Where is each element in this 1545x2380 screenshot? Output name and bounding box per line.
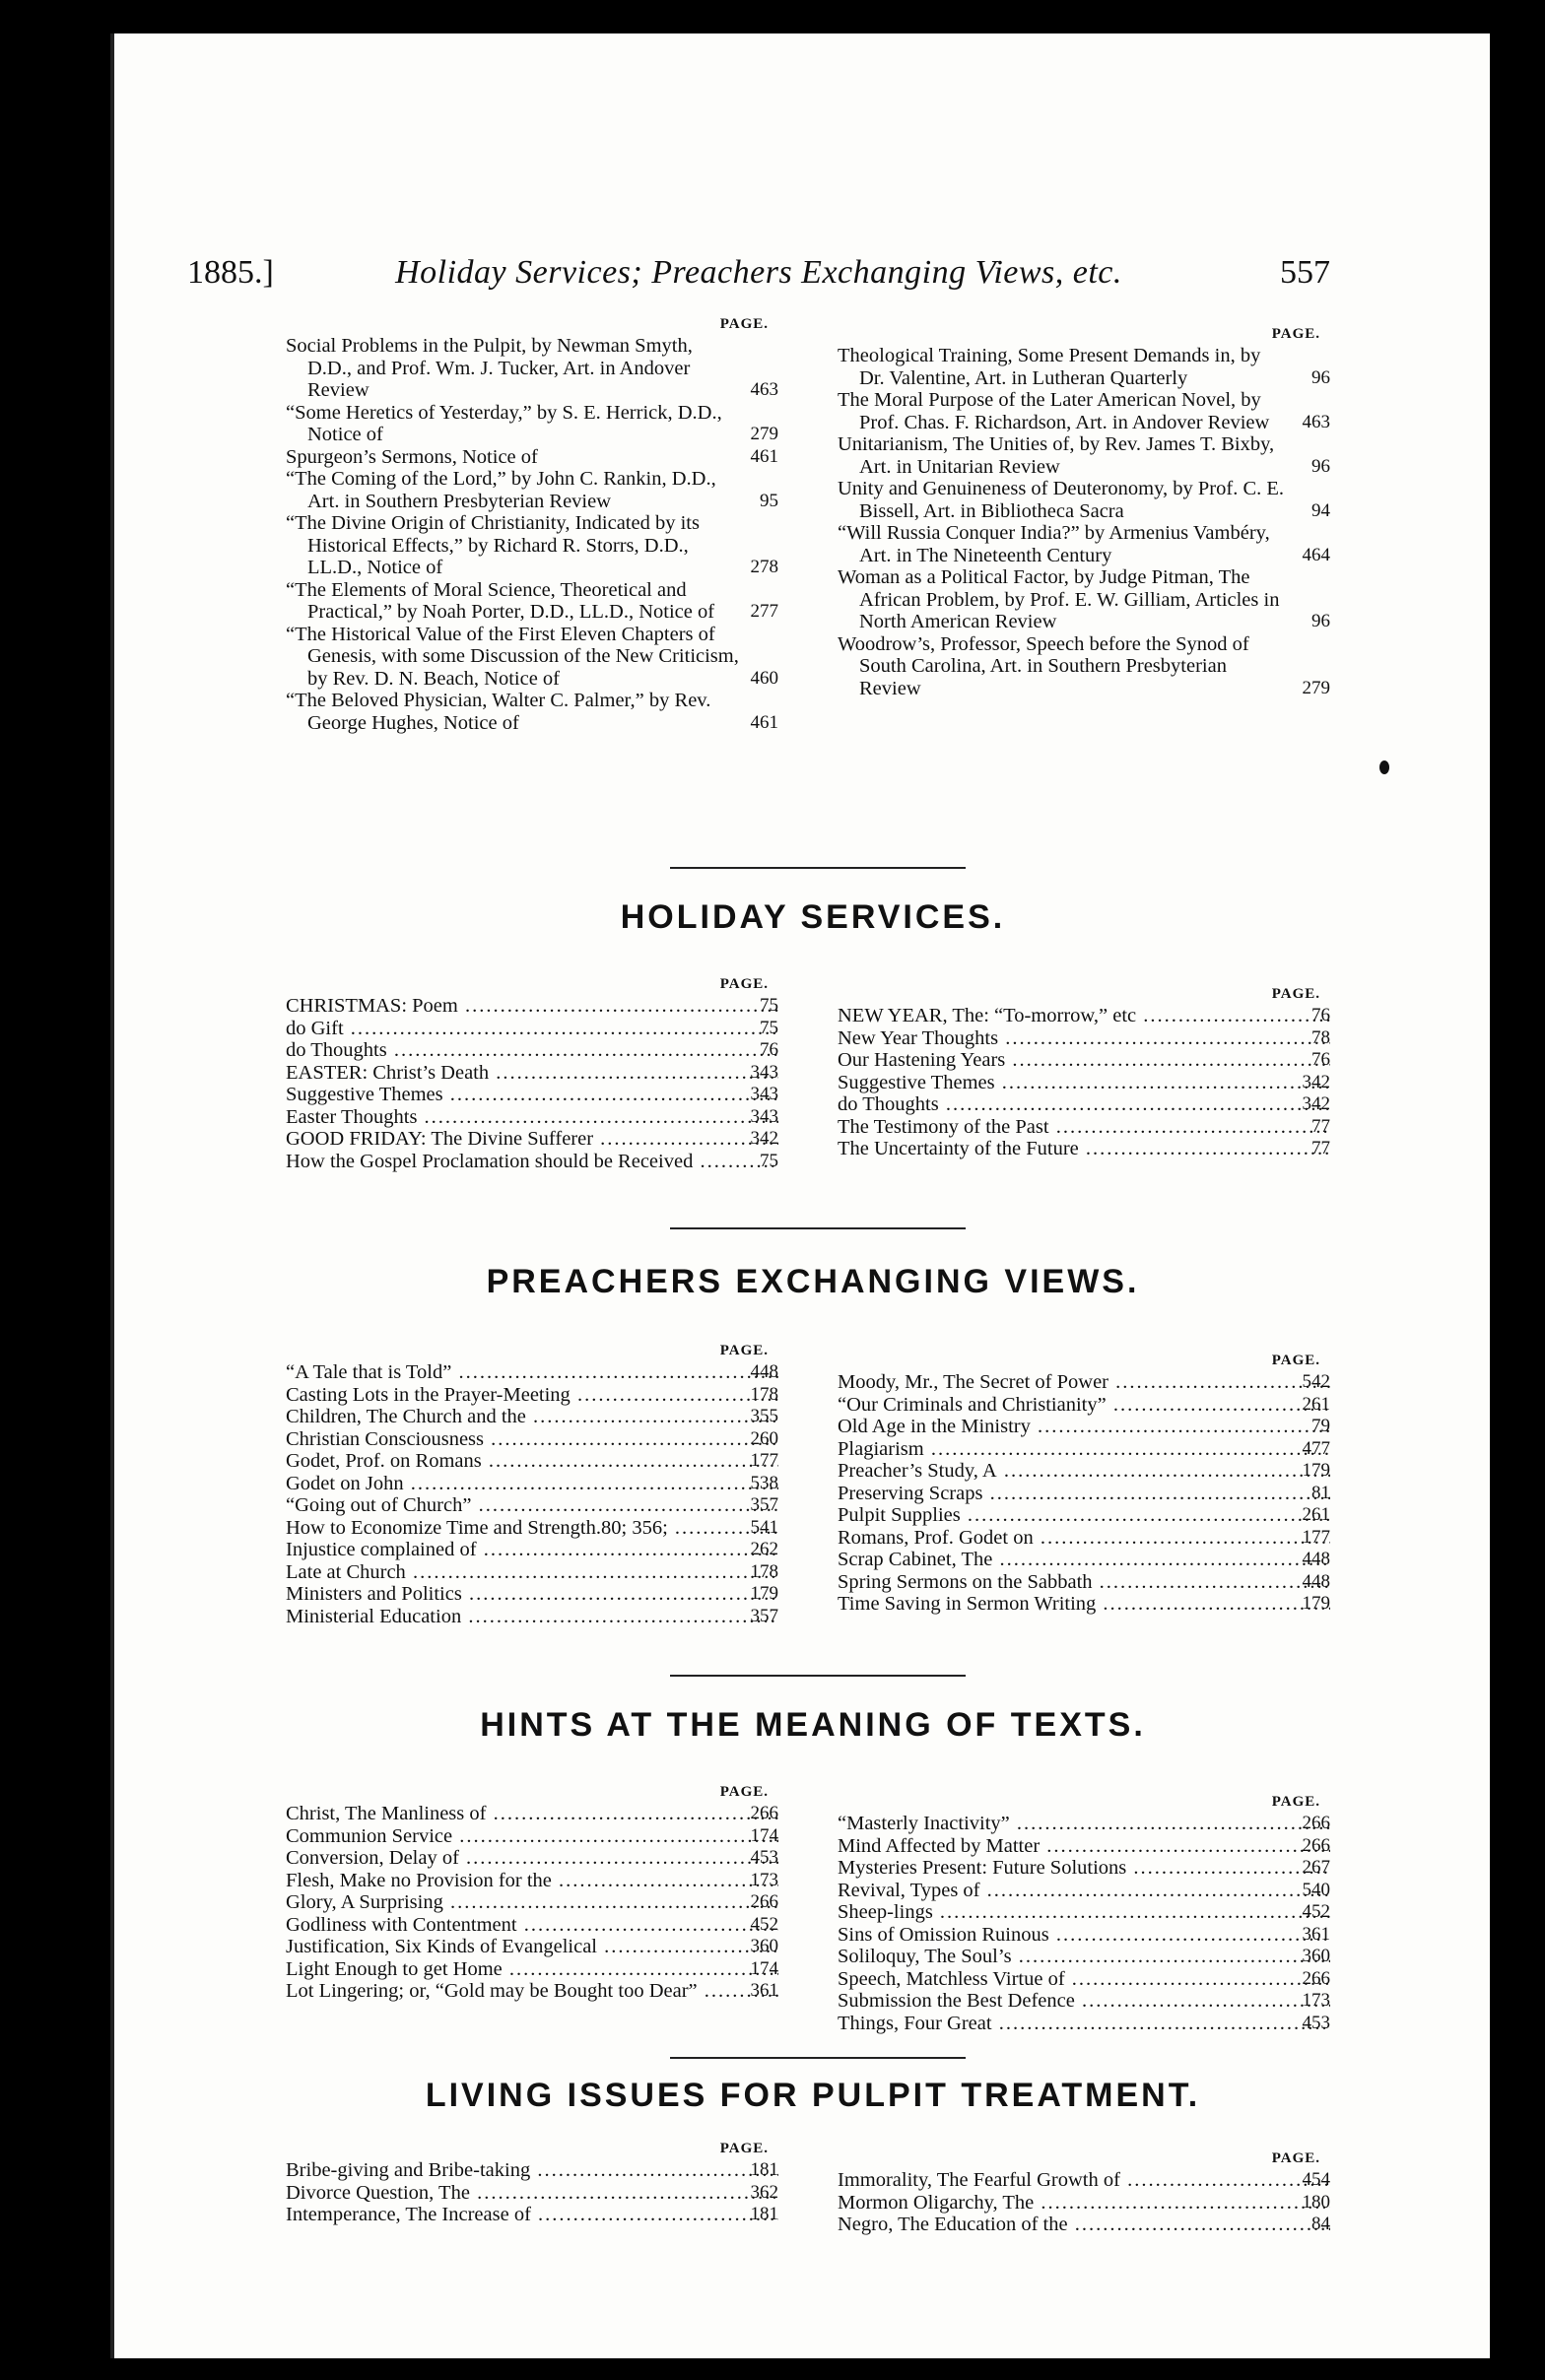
entry-title: Sins of Omission Ruinous ..... bbox=[838, 1924, 1330, 1946]
index-entry bbox=[286, 1891, 778, 1914]
index-entry bbox=[838, 478, 1330, 522]
index-column-left bbox=[286, 973, 778, 1172]
entry-title: Submission the Best Defence ..... bbox=[838, 1990, 1330, 2012]
index-entry bbox=[838, 1005, 1330, 1027]
entry-page: 179 bbox=[1302, 1460, 1330, 1481]
entry-page: 279 bbox=[750, 424, 778, 444]
entry-title: Social Problems in the Pulpit, by Newman Smyth, D.D., and Prof. Wm. J. Tucker, Art. in Andover Review bbox=[286, 335, 693, 401]
index-column-left bbox=[286, 1781, 778, 2003]
index-entry bbox=[838, 2214, 1330, 2236]
entry-page: 75 bbox=[760, 995, 778, 1016]
index-entry bbox=[838, 1027, 1330, 1050]
entry-page: 77 bbox=[1311, 1138, 1330, 1158]
index-entry bbox=[838, 1138, 1330, 1160]
index-entry bbox=[286, 1958, 778, 1981]
entry-page: 541 bbox=[750, 1516, 778, 1538]
entry-page: 266 bbox=[750, 1803, 778, 1823]
entry-page: 76 bbox=[1311, 1049, 1330, 1070]
entry-title: Christian Consciousness ..... bbox=[286, 1428, 778, 1450]
entry-title: Revival, Types of ..... bbox=[838, 1880, 1330, 1901]
index-entry bbox=[286, 1914, 778, 1937]
entry-page: 76 bbox=[1311, 1005, 1330, 1025]
column-page-header: PAGE. bbox=[1271, 326, 1320, 342]
entry-title: Godet on John ..... bbox=[286, 1473, 778, 1494]
index-column-right bbox=[838, 1340, 1330, 1616]
running-head-title: Holiday Services; Preachers Exchanging Views, etc. bbox=[395, 254, 1122, 291]
entry-title: Time Saving in Sermon Writing ..... bbox=[838, 1593, 1330, 1615]
entry-page: 343 bbox=[750, 1084, 778, 1104]
index-entry bbox=[286, 1428, 778, 1451]
index-entry bbox=[838, 1116, 1330, 1139]
column-page-header: PAGE. bbox=[719, 316, 769, 332]
entry-title: CHRISTMAS: Poem ..... bbox=[286, 995, 778, 1017]
entry-title: Soliloquy, The Soul’s ..... bbox=[838, 1946, 1330, 1967]
column-page-header: PAGE. bbox=[719, 1784, 769, 1800]
entry-page: 279 bbox=[1302, 677, 1330, 698]
index-entry bbox=[838, 522, 1330, 566]
entry-page: 453 bbox=[750, 1847, 778, 1868]
section-heading-living: LIVING ISSUES FOR PULPIT TREATMENT. bbox=[425, 2077, 1201, 2114]
section-divider bbox=[670, 867, 966, 869]
entry-page: 262 bbox=[750, 1539, 778, 1559]
column-page-header: PAGE. bbox=[1271, 1353, 1320, 1368]
index-entry bbox=[838, 1924, 1330, 1947]
index-entry bbox=[838, 1527, 1330, 1550]
index-entry bbox=[286, 1583, 778, 1606]
index-entry bbox=[286, 1980, 778, 2003]
entry-title: “Going out of Church” ..... bbox=[286, 1494, 778, 1516]
entry-title: Injustice complained of ..... bbox=[286, 1539, 778, 1560]
entry-page: 538 bbox=[750, 1472, 778, 1493]
entry-page: 542 bbox=[1302, 1371, 1330, 1392]
index-column-left bbox=[286, 2138, 778, 2226]
entry-page: 452 bbox=[750, 1913, 778, 1935]
index-entry bbox=[838, 633, 1330, 700]
index-entry bbox=[286, 468, 778, 512]
entry-page: 95 bbox=[760, 490, 778, 511]
index-entry bbox=[838, 1416, 1330, 1438]
index-column-left bbox=[286, 313, 778, 734]
running-head-year: 1885.] bbox=[187, 254, 274, 291]
entry-page: 77 bbox=[1311, 1115, 1330, 1137]
index-entry bbox=[838, 1460, 1330, 1483]
entry-page: 266 bbox=[1302, 1834, 1330, 1856]
index-entry bbox=[286, 1803, 778, 1825]
index-entry bbox=[838, 1394, 1330, 1417]
index-entry bbox=[838, 1593, 1330, 1616]
entry-page: 179 bbox=[1302, 1593, 1330, 1614]
index-section-preachers bbox=[286, 1340, 1330, 1635]
entry-page: 81 bbox=[1311, 1482, 1330, 1503]
index-entry bbox=[286, 1084, 778, 1106]
index-entry bbox=[286, 1106, 778, 1129]
entry-page: 477 bbox=[1302, 1437, 1330, 1459]
entry-title: Immorality, The Fearful Growth of ..... bbox=[838, 2169, 1330, 2191]
entry-page: 96 bbox=[1311, 366, 1330, 388]
entry-page: 278 bbox=[750, 557, 778, 577]
entry-page: 357 bbox=[750, 1494, 778, 1515]
index-column-right bbox=[838, 2138, 1330, 2236]
entry-page: 448 bbox=[1302, 1570, 1330, 1592]
section-heading-holiday: HOLIDAY SERVICES. bbox=[620, 898, 1006, 936]
entry-title: Negro, The Education of the ..... bbox=[838, 2214, 1330, 2235]
entry-title: GOOD FRIDAY: The Divine Sufferer ..... bbox=[286, 1128, 778, 1150]
entry-page: 461 bbox=[750, 711, 778, 733]
index-entry bbox=[838, 1438, 1330, 1461]
entry-page: 464 bbox=[1302, 544, 1330, 565]
index-entry bbox=[838, 1072, 1330, 1094]
entry-page: 454 bbox=[1302, 2169, 1330, 2190]
index-entry bbox=[286, 1825, 778, 1848]
entry-title: The Testimony of the Past ..... bbox=[838, 1116, 1330, 1138]
entry-title: Our Hastening Years ..... bbox=[838, 1049, 1330, 1071]
entry-page: 342 bbox=[750, 1128, 778, 1149]
column-page-header: PAGE. bbox=[719, 2141, 769, 2156]
entry-title: “The Coming of the Lord,” by John C. Rankin, D.D., Art. in Southern Presbyterian Review bbox=[286, 468, 716, 512]
entry-title: Mysteries Present: Future Solutions ..... bbox=[838, 1857, 1330, 1879]
index-entry bbox=[286, 2182, 778, 2205]
index-entry bbox=[286, 1406, 778, 1428]
entry-title: Christ, The Manliness of ..... bbox=[286, 1803, 778, 1824]
page-number: 557 bbox=[1280, 254, 1330, 291]
index-entry bbox=[286, 995, 778, 1018]
entry-page: 343 bbox=[750, 1061, 778, 1083]
entry-title: Spurgeon’s Sermons, Notice of bbox=[286, 445, 538, 468]
entry-title: Ministers and Politics ..... bbox=[286, 1583, 778, 1605]
entry-page: 181 bbox=[750, 2204, 778, 2224]
entry-page: 261 bbox=[1302, 1504, 1330, 1525]
index-entry bbox=[286, 402, 778, 446]
index-column-right bbox=[838, 973, 1330, 1160]
index-column-right bbox=[838, 1781, 1330, 2034]
index-entry bbox=[286, 579, 778, 624]
index-entry bbox=[286, 512, 778, 579]
index-entry bbox=[838, 566, 1330, 633]
entry-title: NEW YEAR, The: “To-morrow,” etc ..... bbox=[838, 1005, 1330, 1026]
index-entry bbox=[838, 1571, 1330, 1594]
entry-page: 267 bbox=[1302, 1857, 1330, 1878]
entry-title: Speech, Matchless Virtue of ..... bbox=[838, 1968, 1330, 1990]
entry-page: 362 bbox=[750, 2181, 778, 2203]
entry-page: 173 bbox=[1302, 1990, 1330, 2011]
section-heading-hints: HINTS AT THE MEANING OF TEXTS. bbox=[480, 1706, 1146, 1744]
entry-title: Sheep-lings ..... bbox=[838, 1901, 1330, 1923]
entry-page: 343 bbox=[750, 1105, 778, 1127]
ink-blot bbox=[1379, 760, 1389, 774]
running-head bbox=[187, 254, 1370, 313]
entry-page: 79 bbox=[1311, 1416, 1330, 1436]
index-entry bbox=[286, 1361, 778, 1384]
entry-title: Plagiarism ..... bbox=[838, 1438, 1330, 1460]
entry-title: EASTER: Christ’s Death ..... bbox=[286, 1062, 778, 1084]
index-entry bbox=[286, 1494, 778, 1517]
index-entry bbox=[286, 1606, 778, 1628]
index-entry bbox=[838, 1857, 1330, 1880]
entry-page: 75 bbox=[760, 1150, 778, 1171]
column-page-header: PAGE. bbox=[1271, 986, 1320, 1002]
index-entry bbox=[286, 690, 778, 734]
entry-title: How to Economize Time and Strength.80; 356; ..... bbox=[286, 1517, 778, 1539]
entry-title: Moody, Mr., The Secret of Power ..... bbox=[838, 1371, 1330, 1393]
index-entry bbox=[286, 1384, 778, 1407]
entry-title: Woodrow’s, Professor, Speech before the Synod of South Carolina, Art. in Southern Presbyterian Review bbox=[838, 632, 1249, 699]
entry-title: Mormon Oligarchy, The ..... bbox=[838, 2192, 1330, 2214]
index-section-living bbox=[286, 2138, 1330, 2246]
entry-title: Casting Lots in the Prayer-Meeting ..... bbox=[286, 1384, 778, 1406]
entry-page: 463 bbox=[1302, 411, 1330, 432]
entry-title: Unity and Genuineness of Deuteronomy, by Prof. C. E. Bissell, Art. in Bibliotheca Sacra bbox=[838, 478, 1285, 522]
entry-page: 266 bbox=[1302, 1967, 1330, 1989]
section-heading-preachers: PREACHERS EXCHANGING VIEWS. bbox=[486, 1263, 1140, 1300]
entry-title: Old Age in the Ministry ..... bbox=[838, 1416, 1330, 1437]
entry-page: 448 bbox=[750, 1361, 778, 1382]
entry-title: “Our Criminals and Christianity” ..... bbox=[838, 1394, 1330, 1416]
index-entry bbox=[286, 1936, 778, 1958]
entry-title: “Some Heretics of Yesterday,” by S. E. Herrick, D.D., Notice of bbox=[286, 401, 722, 445]
entry-page: 76 bbox=[760, 1039, 778, 1060]
index-entry bbox=[838, 1549, 1330, 1571]
entry-page: 174 bbox=[750, 1957, 778, 1979]
entry-title: “The Beloved Physician, Walter C. Palmer,” by Rev. George Hughes, Notice of bbox=[286, 690, 711, 734]
entry-title: Things, Four Great ..... bbox=[838, 2013, 1330, 2034]
entry-page: 177 bbox=[1302, 1526, 1330, 1548]
index-entry bbox=[838, 433, 1330, 478]
entry-page: 342 bbox=[1302, 1093, 1330, 1114]
entry-title: “The Elements of Moral Science, Theoretical and Practical,” by Noah Porter, D.D., LL.D., Notice of bbox=[286, 578, 715, 623]
entry-page: 453 bbox=[1302, 2012, 1330, 2033]
index-entry bbox=[838, 1901, 1330, 1924]
entry-title: Woman as a Political Factor, by Judge Pitman, The African Problem, by Prof. E. W. Gilliam, Articles in North American Review bbox=[838, 566, 1280, 632]
index-entry bbox=[838, 389, 1330, 433]
index-entry bbox=[838, 1813, 1330, 1835]
entry-page: 461 bbox=[750, 445, 778, 467]
index-entry bbox=[838, 345, 1330, 389]
index-entry bbox=[838, 2169, 1330, 2192]
index-entry bbox=[838, 1968, 1330, 1991]
entry-page: 452 bbox=[1302, 1901, 1330, 1922]
index-entry bbox=[286, 1561, 778, 1584]
index-entry bbox=[838, 1093, 1330, 1116]
entry-title: Preacher’s Study, A ..... bbox=[838, 1460, 1330, 1482]
entry-title: do Gift ..... bbox=[286, 1018, 778, 1039]
entry-title: Theological Training, Some Present Demands in, by Dr. Valentine, Art. in Lutheran Quarterly bbox=[838, 345, 1261, 389]
index-entry bbox=[838, 1880, 1330, 1902]
column-page-header: PAGE. bbox=[719, 1343, 769, 1358]
index-entry bbox=[286, 2204, 778, 2226]
index-entry bbox=[838, 2192, 1330, 2215]
index-entry bbox=[286, 446, 778, 469]
index-entry bbox=[838, 1990, 1330, 2013]
entry-title: Easter Thoughts ..... bbox=[286, 1106, 778, 1128]
entry-title: How the Gospel Proclamation should be Received ..... bbox=[286, 1151, 778, 1172]
entry-page: 360 bbox=[750, 1936, 778, 1956]
entry-page: 266 bbox=[750, 1891, 778, 1912]
entry-page: 75 bbox=[760, 1017, 778, 1038]
entry-page: 178 bbox=[750, 1383, 778, 1405]
index-entry bbox=[838, 1504, 1330, 1527]
entry-title: “The Historical Value of the First Eleven Chapters of Genesis, with some Discussion of the New Criticism, by Rev. D. N. Beach, Notice of bbox=[286, 623, 739, 690]
entry-page: 78 bbox=[1311, 1026, 1330, 1048]
entry-page: 463 bbox=[750, 379, 778, 400]
entry-page: 460 bbox=[750, 667, 778, 689]
index-entry bbox=[286, 1151, 778, 1173]
entry-page: 179 bbox=[750, 1583, 778, 1604]
entry-page: 540 bbox=[1302, 1879, 1330, 1900]
entry-title: Intemperance, The Increase of ..... bbox=[286, 2204, 778, 2225]
section-divider bbox=[670, 2057, 966, 2059]
entry-title: Children, The Church and the ..... bbox=[286, 1406, 778, 1427]
index-entry bbox=[286, 335, 778, 402]
entry-title: Lot Lingering; or, “Gold may be Bought too Dear” ..... bbox=[286, 1980, 778, 2002]
entry-title: Godliness with Contentment ..... bbox=[286, 1914, 778, 1936]
entry-page: 84 bbox=[1311, 2214, 1330, 2234]
column-page-header: PAGE. bbox=[1271, 2150, 1320, 2166]
entry-title: Light Enough to get Home ..... bbox=[286, 1958, 778, 1980]
entry-title: Bribe-giving and Bribe-taking ..... bbox=[286, 2159, 778, 2181]
index-entry bbox=[286, 1450, 778, 1473]
index-entry bbox=[838, 1946, 1330, 1968]
entry-title: Mind Affected by Matter ..... bbox=[838, 1835, 1330, 1857]
index-entry bbox=[286, 624, 778, 691]
entry-page: 448 bbox=[1302, 1549, 1330, 1569]
entry-page: 96 bbox=[1311, 611, 1330, 631]
entry-title: Unitarianism, The Unities of, by Rev. James T. Bixby, Art. in Unitarian Review bbox=[838, 433, 1275, 478]
entry-title: Scrap Cabinet, The ..... bbox=[838, 1549, 1330, 1570]
entry-title: do Thoughts ..... bbox=[838, 1093, 1330, 1115]
index-section-holiday bbox=[286, 973, 1330, 1229]
entry-title: Spring Sermons on the Sabbath ..... bbox=[838, 1571, 1330, 1593]
entry-page: 260 bbox=[750, 1427, 778, 1449]
entry-page: 361 bbox=[1302, 1923, 1330, 1945]
entry-page: 261 bbox=[1302, 1393, 1330, 1415]
entry-title: “Will Russia Conquer India?” by Armenius Vambéry, Art. in The Nineteenth Century bbox=[838, 522, 1270, 566]
index-entry bbox=[838, 1371, 1330, 1394]
entry-title: Suggestive Themes ..... bbox=[286, 1084, 778, 1105]
entry-page: 96 bbox=[1311, 455, 1330, 477]
entry-title: The Moral Purpose of the Later American Novel, by Prof. Chas. F. Richardson, Art. in Andover Review bbox=[838, 389, 1270, 433]
entry-page: 361 bbox=[750, 1980, 778, 2001]
entry-title: “A Tale that is Told” ..... bbox=[286, 1361, 778, 1383]
entry-title: Justification, Six Kinds of Evangelical ..... bbox=[286, 1936, 778, 1957]
index-entry bbox=[286, 2159, 778, 2182]
entry-title: Pulpit Supplies ..... bbox=[838, 1504, 1330, 1526]
index-entry bbox=[286, 1539, 778, 1561]
entry-title: Romans, Prof. Godet on ..... bbox=[838, 1527, 1330, 1549]
entry-page: 357 bbox=[750, 1605, 778, 1626]
entry-title: Suggestive Themes ..... bbox=[838, 1072, 1330, 1093]
entry-page: 173 bbox=[750, 1869, 778, 1890]
entry-page: 177 bbox=[750, 1450, 778, 1471]
entry-title: “The Divine Origin of Christianity, Indicated by its Historical Effects,” by Richard R. Storrs, D.D., LL.D., Notice of bbox=[286, 512, 700, 578]
entry-page: 178 bbox=[750, 1560, 778, 1582]
entry-title: do Thoughts ..... bbox=[286, 1039, 778, 1061]
entry-title: Ministerial Education ..... bbox=[286, 1606, 778, 1627]
index-entry bbox=[286, 1473, 778, 1495]
index-entry bbox=[286, 1039, 778, 1062]
entry-title: New Year Thoughts ..... bbox=[838, 1027, 1330, 1049]
section-divider bbox=[670, 1227, 966, 1229]
entry-page: 360 bbox=[1302, 1946, 1330, 1966]
index-entry bbox=[838, 1049, 1330, 1072]
entry-page: 266 bbox=[1302, 1813, 1330, 1833]
entry-title: Conversion, Delay of ..... bbox=[286, 1847, 778, 1869]
section-divider bbox=[670, 1675, 966, 1677]
entry-page: 94 bbox=[1311, 499, 1330, 521]
index-entry bbox=[286, 1517, 778, 1540]
index-section-continued bbox=[286, 313, 1330, 845]
index-entry bbox=[286, 1062, 778, 1085]
entry-title: Godet, Prof. on Romans ..... bbox=[286, 1450, 778, 1472]
entry-title: Communion Service ..... bbox=[286, 1825, 778, 1847]
index-column-right bbox=[838, 313, 1330, 699]
entry-page: 180 bbox=[1302, 2191, 1330, 2213]
entry-title: Glory, A Surprising ..... bbox=[286, 1891, 778, 1913]
index-entry bbox=[838, 1483, 1330, 1505]
entry-title: Preserving Scraps ..... bbox=[838, 1483, 1330, 1504]
index-entry bbox=[286, 1870, 778, 1892]
index-column-left bbox=[286, 1340, 778, 1627]
entry-title: Flesh, Make no Provision for the ..... bbox=[286, 1870, 778, 1891]
entry-title: “Masterly Inactivity” ..... bbox=[838, 1813, 1330, 1834]
entry-page: 277 bbox=[750, 601, 778, 622]
entry-page: 342 bbox=[1302, 1071, 1330, 1092]
index-entry bbox=[838, 2013, 1330, 2035]
index-entry bbox=[286, 1128, 778, 1151]
entry-page: 181 bbox=[750, 2159, 778, 2180]
entry-page: 355 bbox=[750, 1406, 778, 1426]
entry-title: Late at Church ..... bbox=[286, 1561, 778, 1583]
index-entry bbox=[286, 1847, 778, 1870]
index-entry bbox=[286, 1018, 778, 1040]
column-page-header: PAGE. bbox=[1271, 1794, 1320, 1810]
column-page-header: PAGE. bbox=[719, 976, 769, 992]
entry-title: Divorce Question, The ..... bbox=[286, 2182, 778, 2204]
index-entry bbox=[838, 1835, 1330, 1858]
index-section-hints bbox=[286, 1781, 1330, 2057]
entry-title: The Uncertainty of the Future ..... bbox=[838, 1138, 1330, 1159]
entry-page: 174 bbox=[750, 1824, 778, 1846]
